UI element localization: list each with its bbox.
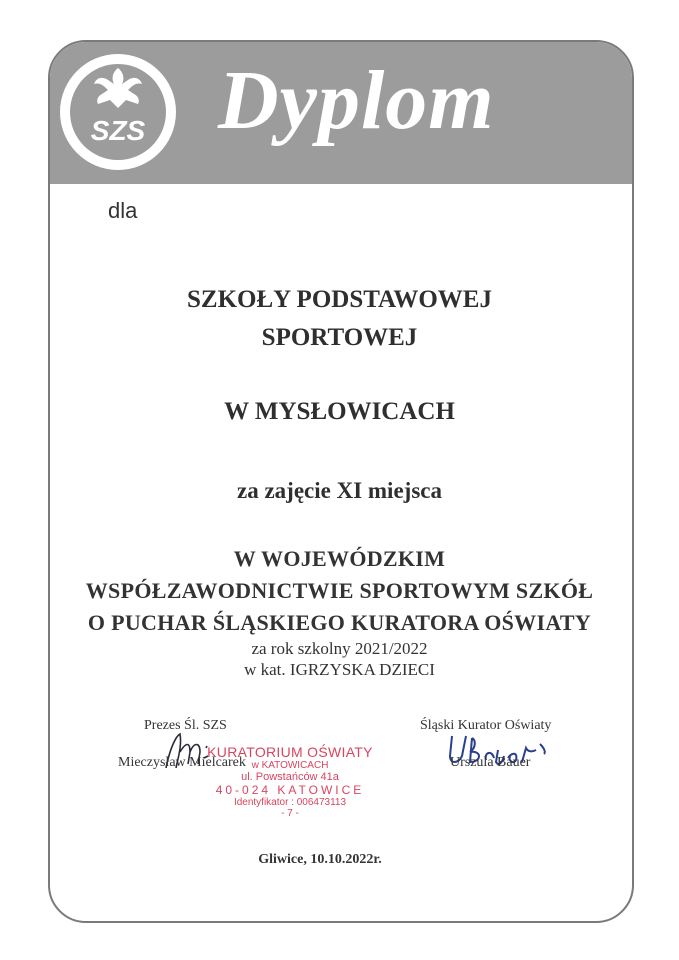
stamp-line-3: ul. Powstańców 41a (241, 771, 339, 783)
recipient-city: W MYSŁOWICACH (224, 398, 455, 425)
achievement-text: za zajęcie XI miejsca (237, 478, 442, 503)
logo-text: SZS (90, 115, 146, 146)
recipient-prefix: dla (108, 198, 138, 223)
competition-line-3: O PUCHAR ŚLĄSKIEGO KURATORA OŚWIATY (87, 610, 592, 635)
right-signatory-name: Urszula Bauer (450, 755, 531, 770)
stamp-line-4: 40-024 KATOWICE (215, 783, 365, 797)
stamp-line-2: w KATOWICACH (251, 760, 329, 771)
left-signatory-title: Prezes Śl. SZS (144, 718, 227, 733)
szs-logo (56, 50, 180, 174)
competition-line-1: W WOJEWÓDZKIM (233, 546, 446, 571)
recipient-line-2: SPORTOWEJ (261, 324, 418, 351)
place-and-date: Gliwice, 10.10.2022r. (258, 852, 382, 867)
header-banner (50, 42, 632, 184)
stamp-line-5: Identyfikator : 006473113 (233, 797, 347, 808)
stamp-line-1: KURATORIUM OŚWIATY (207, 744, 373, 760)
diploma-title: Dyplom (218, 54, 495, 147)
official-stamp (170, 744, 410, 819)
competition-line-5: w kat. IGRZYSKA DZIECI (244, 660, 435, 679)
competition-line-4: za rok szkolny 2021/2022 (251, 639, 428, 658)
left-signatory-name: Mieczysław Mielcarek (118, 755, 246, 770)
right-signatory-title: Śląski Kurator Oświaty (420, 718, 552, 733)
recipient-line-1: SZKOŁY PODSTAWOWEJ (187, 286, 492, 313)
competition-line-2: WSPÓŁZAWODNICTWIE SPORTOWYM SZKÓŁ (85, 578, 594, 603)
stamp-line-6: - 7 - (281, 808, 299, 819)
